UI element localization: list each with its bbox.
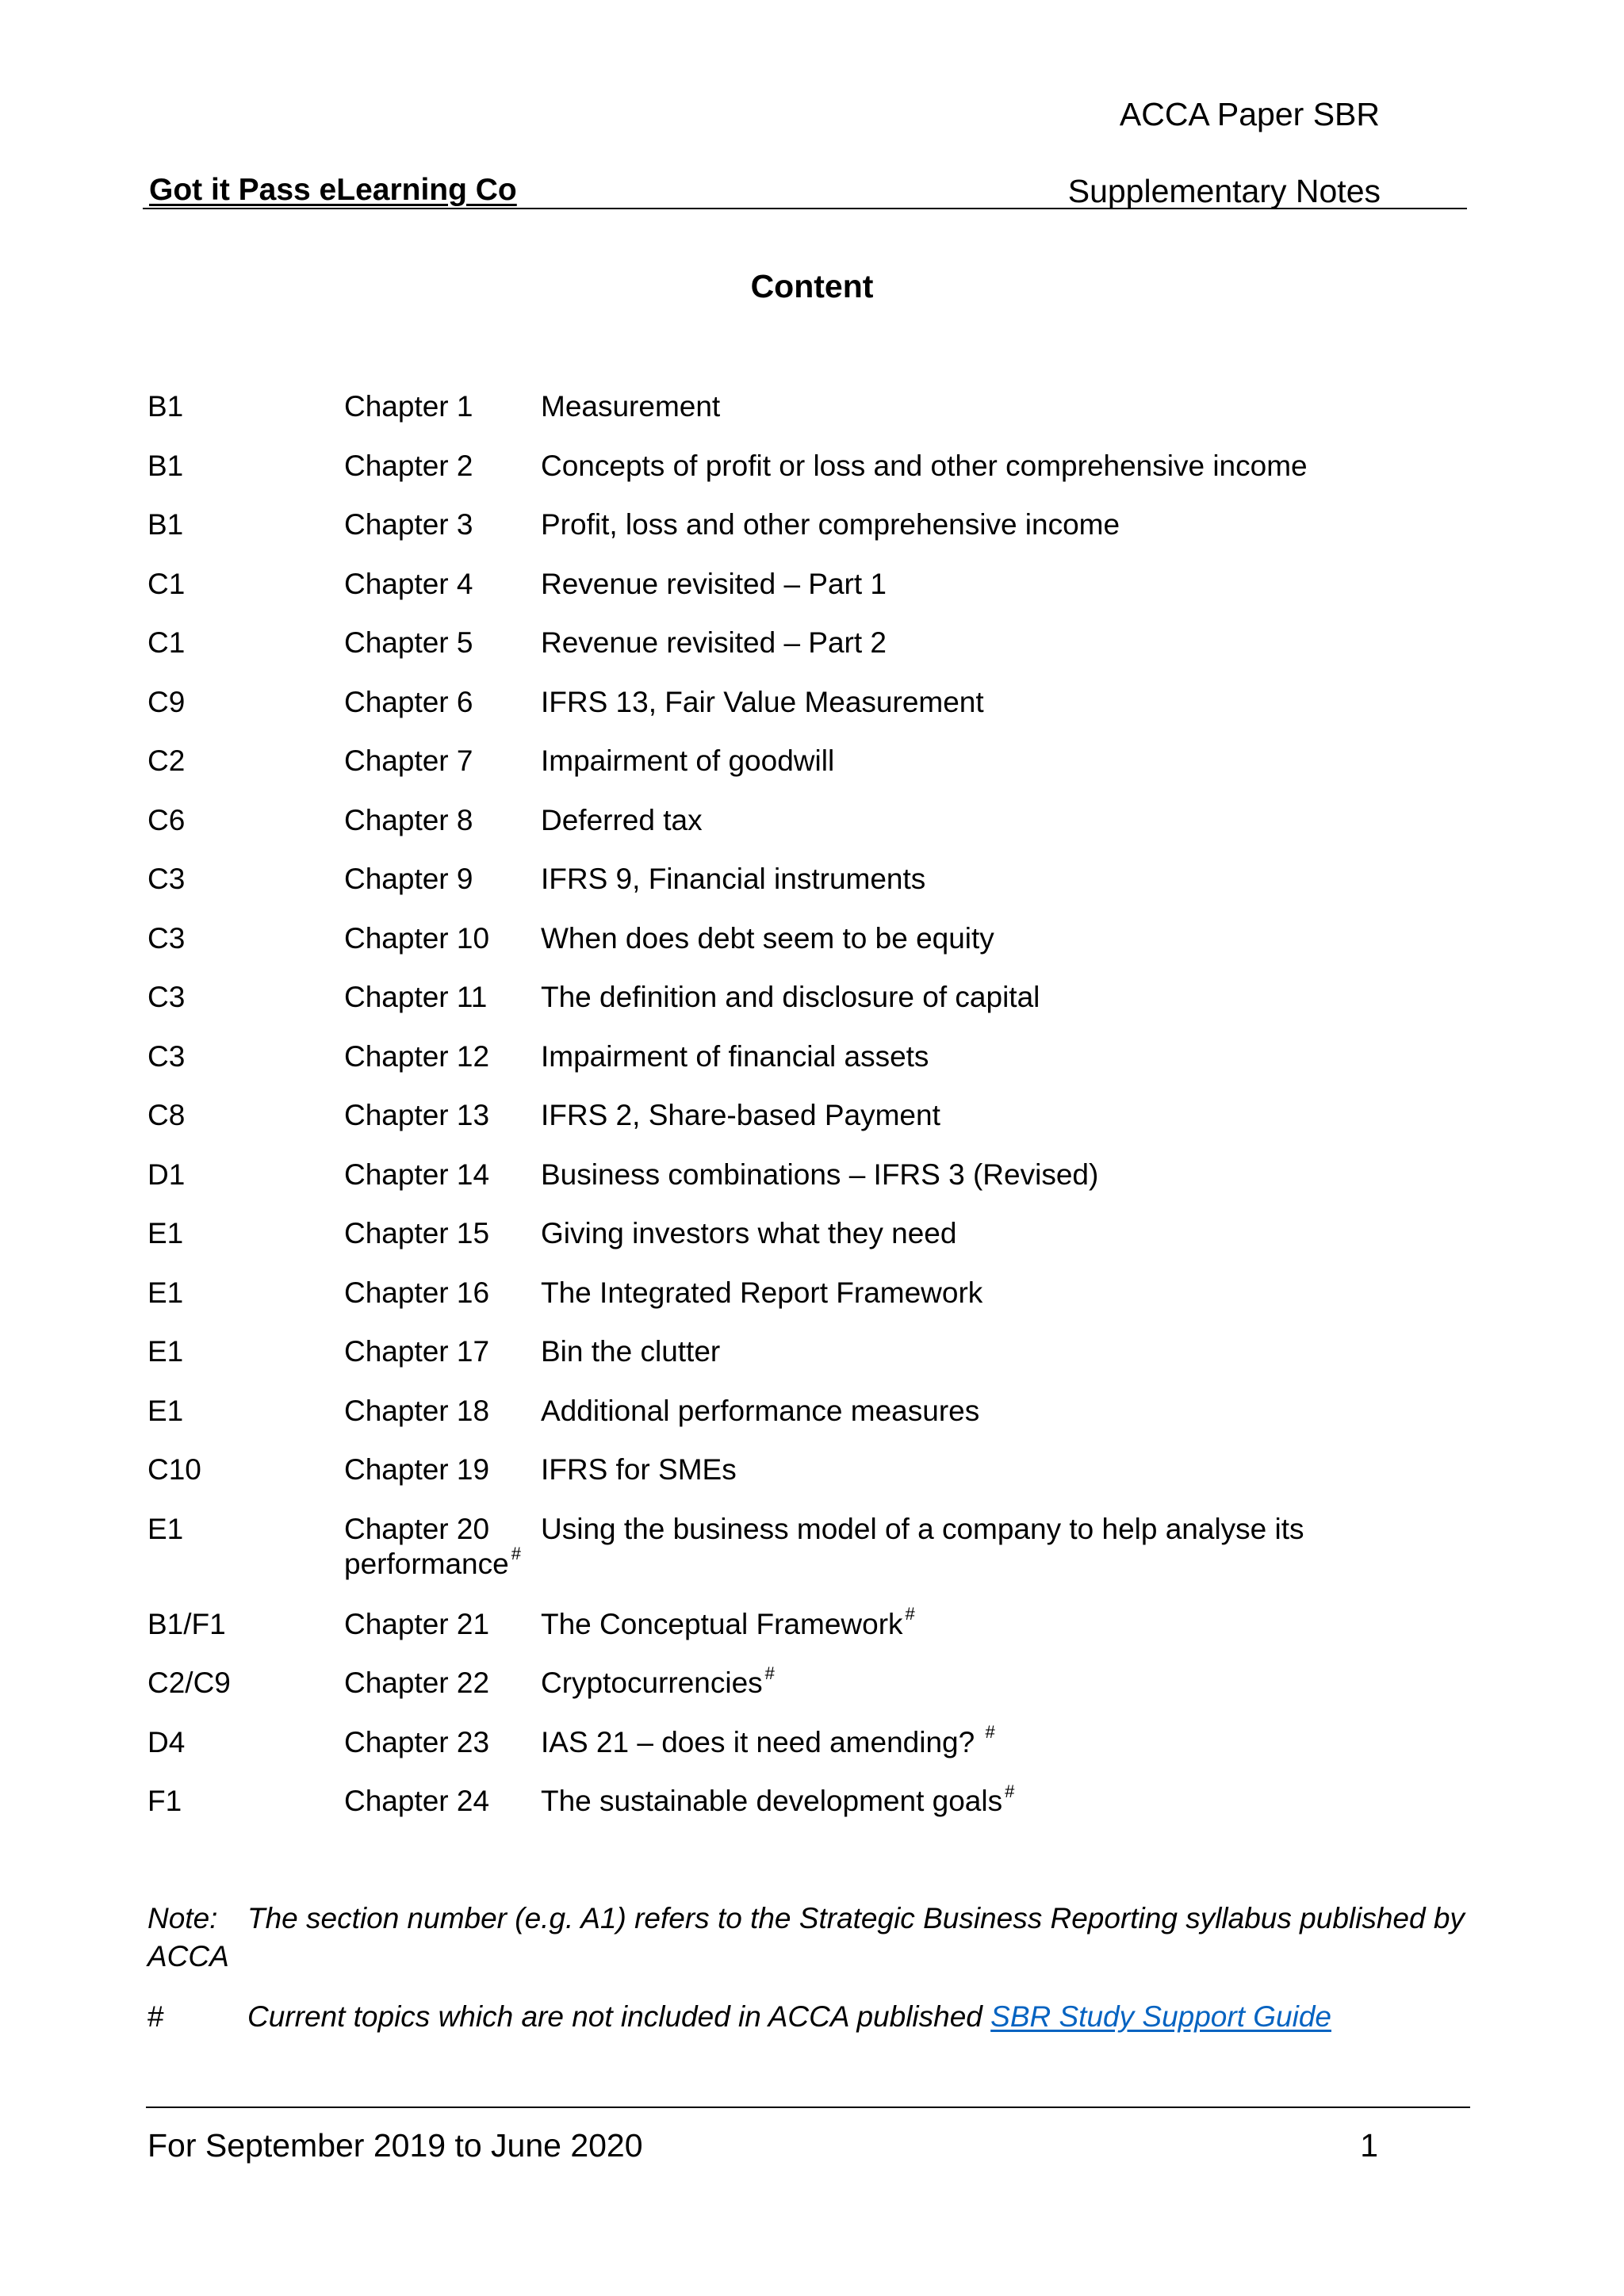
toc-title-text: Impairment of financial assets [541,1039,929,1073]
toc-section: C6 [147,803,186,836]
toc-chapter: Chapter 22 [344,1667,490,1699]
toc-section: F1 [147,1785,182,1817]
toc-row [147,1665,1496,1724]
footnote-marker: # [764,1663,775,1683]
toc-title-text: The Integrated Report Framework [541,1276,983,1309]
table-of-contents [147,388,1496,1843]
page-header [143,168,1467,209]
toc-title [541,1157,1098,1193]
toc-section: E1 [147,1335,184,1368]
toc-chapter: Chapter 6 [344,685,473,718]
toc-section: C2 [147,744,186,777]
toc-title-text: The Conceptual Framework [541,1607,903,1640]
toc-section: C3 [147,921,186,955]
page-title: Content [750,268,874,304]
toc-chapter: Chapter 8 [344,803,473,836]
toc-title [541,684,984,721]
toc-section: B1 [147,390,184,423]
toc-title [541,1334,720,1370]
toc-chapter: Chapter 3 [344,508,473,541]
toc-chapter: Chapter 7 [344,744,473,777]
toc-title [541,507,1120,543]
toc-row [147,448,1496,507]
toc-chapter: Chapter 18 [344,1394,490,1427]
toc-chapter: Chapter 10 [344,921,490,955]
toc-title [541,920,994,957]
toc-title-text: Impairment of goodwill [541,744,835,777]
toc-title-text: Revenue revisited – Part 2 [541,626,887,659]
toc-title-continuation [344,1546,521,1582]
toc-title-text: The sustainable development goals [541,1785,1003,1817]
toc-row [147,1275,1496,1334]
toc-section: B1 [147,508,184,541]
toc-title-text: Additional performance measures [541,1394,980,1427]
toc-row [147,625,1496,684]
toc-title-text: When does debt seem to be equity [541,921,994,955]
page-number: 1 [1360,2127,1378,2164]
toc-section: C3 [147,1039,186,1073]
footnote-marker: # [511,1544,521,1564]
toc-title [541,388,720,425]
toc-section: C1 [147,626,186,659]
toc-row [147,1334,1496,1393]
study-support-guide-link[interactable]: SBR Study Support Guide [990,2000,1331,2033]
toc-title [541,566,887,603]
toc-row [147,979,1496,1039]
toc-row [147,743,1496,802]
toc-title [541,1275,982,1311]
toc-section: C9 [147,685,186,718]
note-label: Note: [147,1902,218,1934]
syllabus-note [147,1900,1480,1976]
toc-chapter: Chapter 13 [344,1099,490,1131]
toc-chapter: Chapter 17 [344,1335,490,1368]
toc-row [147,1393,1496,1452]
toc-title [541,448,1308,484]
footer-period: For September 2019 to June 2020 [147,2127,643,2164]
toc-chapter: Chapter 19 [344,1453,490,1486]
toc-title-text: Bin the clutter [541,1335,721,1368]
footer-divider [146,2107,1470,2108]
toc-title [541,861,925,897]
toc-section: E1 [147,1512,184,1545]
toc-chapter: Chapter 11 [344,981,488,1013]
toc-title-text: IFRS 13, Fair Value Measurement [541,685,984,718]
toc-chapter: Chapter 23 [344,1725,490,1758]
toc-section: B1/F1 [147,1607,226,1640]
toc-section: C1 [147,567,186,600]
toc-row [147,1724,1496,1784]
toc-title [541,1724,995,1761]
toc-chapter: Chapter 9 [344,863,473,895]
toc-title-text: Using the business model of a company to help analyse its [541,1512,1304,1545]
toc-title [541,1511,1304,1548]
toc-title [541,1097,940,1134]
toc-row [147,566,1496,626]
toc-section: E1 [147,1276,184,1309]
toc-title-text: IFRS 2, Share-based Payment [541,1099,940,1131]
toc-section: C3 [147,981,186,1013]
toc-chapter: Chapter 2 [344,449,473,482]
toc-chapter: Chapter 20 [344,1512,490,1545]
toc-section: C2/C9 [147,1667,231,1699]
toc-row [147,1452,1496,1511]
toc-chapter: Chapter 5 [344,626,473,659]
toc-section: C10 [147,1453,201,1486]
toc-section: C3 [147,863,186,895]
footnote-marker: # [905,1604,915,1624]
toc-title [541,1215,956,1252]
toc-chapter: Chapter 4 [344,567,473,600]
toc-row [147,1215,1496,1275]
toc-title-text: Profit, loss and other comprehensive income [541,508,1120,541]
toc-title [541,979,1040,1016]
toc-section: D1 [147,1158,186,1191]
document-subtitle: Supplementary Notes [1067,173,1381,209]
toc-row [147,507,1496,566]
company-name: Got it Pass eLearning Co [149,173,517,207]
toc-chapter: Chapter 14 [344,1158,490,1191]
toc-row [147,684,1496,744]
toc-section: E1 [147,1217,184,1249]
toc-title [541,625,887,661]
toc-title [541,802,703,839]
toc-row [147,388,1496,448]
toc-row [147,1039,1496,1098]
toc-chapter: Chapter 15 [344,1217,490,1249]
toc-chapter: Chapter 1 [344,390,473,423]
toc-row [147,1157,1496,1216]
toc-section: B1 [147,449,184,482]
footnote-marker: # [985,1722,995,1743]
toc-row [147,920,1496,980]
footnote [147,1998,1331,2036]
toc-title [541,1606,915,1643]
toc-row [147,1606,1496,1666]
toc-row [147,1511,1496,1606]
toc-chapter: Chapter 12 [344,1039,490,1073]
toc-continuation-text: performance [344,1547,509,1580]
toc-title [541,1393,979,1429]
note-text: The section number (e.g. A1) refers to the Strategic Business Reporting syllabus published by ACCA [147,1902,1465,1973]
toc-row [147,861,1496,920]
footnote-marker: # [1005,1781,1015,1801]
footnote-text: Current topics which are not included in ACCA published [247,2000,991,2033]
toc-title [541,743,834,779]
toc-row [147,1097,1496,1157]
toc-title [541,1452,737,1488]
toc-title-text: Deferred tax [541,803,703,836]
toc-section: C8 [147,1099,186,1131]
toc-title-text: Cryptocurrencies [541,1667,763,1699]
toc-title [541,1665,775,1701]
toc-title-text: Revenue revisited – Part 1 [541,567,887,600]
toc-chapter: Chapter 24 [344,1785,490,1817]
toc-row [147,1783,1496,1843]
toc-chapter: Chapter 21 [344,1607,490,1640]
toc-title [541,1783,1014,1820]
toc-title-text: IAS 21 – does it need amending? [541,1725,983,1758]
toc-title-text: Measurement [541,390,721,423]
toc-title-text: Business combinations – IFRS 3 (Revised) [541,1158,1099,1191]
toc-section: E1 [147,1394,184,1427]
toc-title-text: The definition and disclosure of capital [541,981,1040,1013]
toc-title-text: IFRS 9, Financial instruments [541,863,926,895]
toc-title [541,1039,929,1075]
toc-section: D4 [147,1725,186,1758]
paper-name: ACCA Paper SBR [1119,96,1380,132]
toc-title-text: IFRS for SMEs [541,1453,737,1486]
toc-chapter: Chapter 16 [344,1276,490,1309]
toc-title-text: Giving investors what they need [541,1217,957,1249]
toc-title-text: Concepts of profit or loss and other comprehensive income [541,449,1308,482]
footnote-mark: # [147,2000,164,2033]
toc-row [147,802,1496,862]
